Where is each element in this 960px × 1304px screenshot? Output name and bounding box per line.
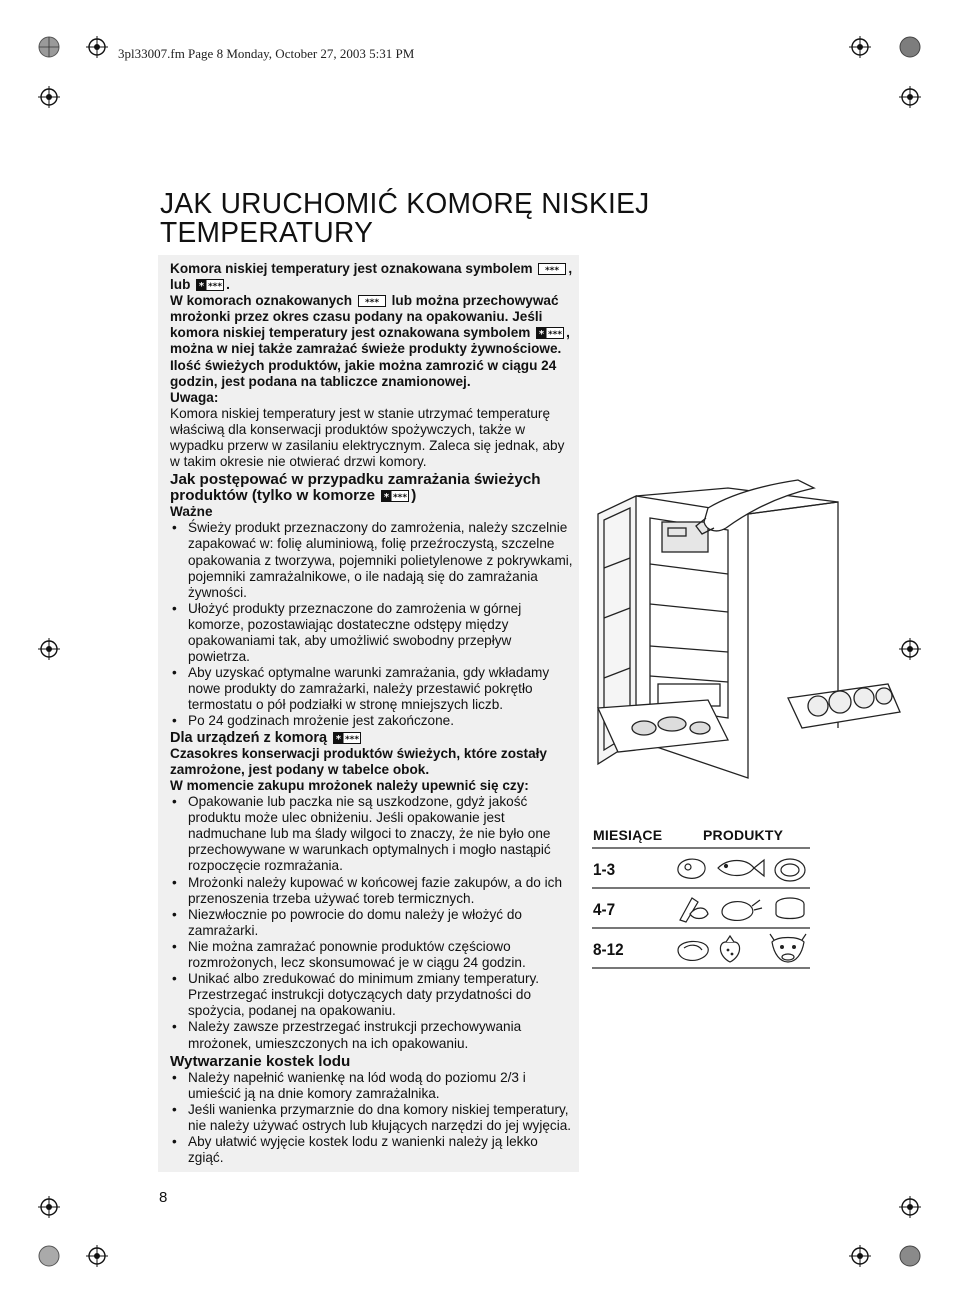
ice-heading: Wytwarzanie kostek lodu [170, 1052, 351, 1070]
months-cell: 1-3 [593, 860, 616, 879]
plate-icon [775, 859, 805, 881]
list-item: • Mrożonki należy kupować w końcowej fazie zakupów, a do ich przenoszenia trzeba używać toreb termicznych. [170, 875, 574, 907]
table-row [592, 929, 810, 969]
important-label: Ważne [170, 504, 213, 520]
four-star-symbol-icon [536, 327, 564, 339]
registration-mark-left-2 [38, 638, 60, 660]
freezing-list [170, 520, 574, 729]
table-row [592, 847, 810, 889]
note-text: Komora niskiej temperatury jest w stanie utrzymać temperaturę właściwą dla konserwacji produktów spożywczych, także w wypadku przerw w zasilaniu elektrycznym. Zaleca się jednak, aby w takim okresie nie otwierać drzwi komory. [170, 405, 565, 470]
list-item: • Niezwłocznie po powrocie do domu należy je włożyć do zamrażarki. [170, 907, 574, 939]
four-star-symbol-icon [333, 732, 361, 744]
cake-icon [776, 898, 804, 919]
title-line-1: JAK URUCHOMIĆ KOMORĘ NISKIEJ [160, 188, 650, 220]
registration-mark-top-right [849, 36, 871, 58]
pork-chop-icon [678, 859, 705, 878]
fish-icon [718, 860, 764, 876]
color-dot-top-left [38, 36, 60, 58]
three-star-symbol-icon [538, 263, 566, 275]
storage-heading: Dla urządzeń z komorą * *** [170, 729, 360, 746]
note-label: Uwaga: [170, 389, 219, 405]
print-header: 3pl33007.fm Page 8 Monday, October 27, 2003 5:31 PM [118, 46, 415, 61]
intro-storage: W komorach oznakowanych *** lub można przechowywać mrożonki przez okres czasu podany na opakowaniu. Jeśli komora niskiej temperatury jest oznakowana symbolem * *** , można w niej także zamrażać świeże produkty żywnościowe. [170, 293, 570, 357]
color-dot-bottom-right [899, 1245, 921, 1267]
list-item: • Świeży produkt przeznaczony do zamrożenia, należy szczelnie zapakować w: folię aluminiową, folię przeźroczystą, szczelne opakowania z tworzywa, pojemniki polietylenowe z pokrywkami, pojemniki zamrażalnikowe, o ile nadają się do zamrażania żywności. [170, 520, 574, 600]
registration-mark-right-3 [899, 1196, 921, 1218]
list-item: • Unikać albo zredukować do minimum zmiany temperatury. Przestrzegać instrukcji dotyczących daty przydatności do spożycia, podanej na opakowaniu. [170, 971, 574, 1019]
registration-mark-left-1 [38, 86, 60, 108]
title-line-2: TEMPERATURY [160, 217, 374, 249]
svg-text:***: *** [545, 266, 560, 275]
intro-symbols: Komora niskiej temperatury jest oznakowana symbolem *** , lub * *** . [170, 261, 573, 293]
months-cell: 8-12 [593, 940, 624, 959]
four-star-symbol-icon [196, 279, 224, 291]
registration-mark-bottom-left [86, 1245, 108, 1267]
table-row [592, 889, 810, 929]
table-header-months: MIESIĄCE [593, 827, 663, 843]
cow-head-icon [770, 934, 806, 962]
ice-list [170, 1070, 574, 1167]
list-item: • Po 24 godzinach mrożenie jest zakończone. [170, 713, 574, 729]
purchase-heading: W momencie zakupu mrożonek należy upewnić się czy: [170, 778, 529, 794]
storage-text: Czasokres konserwacji produktów świeżych, które zostały zamrożone, jest podany w tabelce obok. [170, 745, 547, 777]
list-item: • Jeśli wanienka przymarznie do dna komory niskiej temperatury, nie należy używać ostrych lub kłujących narzędzi do jej wyjęcia. [170, 1102, 574, 1134]
fridge-illustration [588, 478, 904, 782]
svg-text:*: * [336, 733, 342, 744]
list-item: • Należy zawsze przestrzegać instrukcji przechowywania mrożonek, umieszczonych na ich opakowaniu. [170, 1019, 574, 1051]
three-star-symbol-icon [358, 295, 386, 307]
strawberry-icon [720, 936, 739, 962]
svg-text:***: *** [548, 330, 563, 340]
vegetables-icon [680, 898, 708, 922]
list-item: • Aby ułatwić wyjęcie kostek lodu z wanienki należy ją lekko zgiąć. [170, 1134, 574, 1166]
registration-mark-top-left [86, 36, 108, 58]
list-item: • Aby uzyskać optymalne warunki zamrażania, gdy wkładamy nowe produkty do zamrażarki, należy przestawić pokrętło termostatu o pół podziałki w stronę mniejszych liczb. [170, 665, 574, 713]
list-item: • Należy napełnić wanienkę na lód wodą do poziomu 2/3 i umieścić ją na dnie komory zamrażalnika. [170, 1070, 574, 1102]
list-item: • Ułożyć produkty przeznaczone do zamrożenia w górnej komorze, pozostawiając dostateczne odstępy między opakowaniami tak, aby umożliwić swobodny przepływ powietrza. [170, 601, 574, 665]
page-title [160, 190, 650, 248]
main-content [170, 261, 574, 1166]
four-star-symbol-icon [381, 490, 409, 502]
list-item: • Nie można zamrażać ponownie produktów częściowo rozmrożonych, lecz skonsumować je w ciągu 24 godzin. [170, 939, 574, 971]
registration-mark-right-1 [899, 86, 921, 108]
svg-text:***: *** [393, 493, 408, 503]
months-cell: 4-7 [593, 900, 616, 919]
svg-text:*: * [199, 281, 205, 292]
intro-capacity: Ilość świeżych produktów, jakie można zamrozić w ciągu 24 godzin, jest podana na tabliczce znamionowej. [170, 357, 557, 389]
registration-mark-left-3 [38, 1196, 60, 1218]
svg-text:*: * [384, 492, 390, 503]
purchase-list [170, 794, 574, 1052]
registration-mark-bottom-right [849, 1245, 871, 1267]
page-number: 8 [159, 1189, 168, 1206]
color-dot-bottom-left [38, 1245, 60, 1267]
svg-text:***: *** [364, 298, 379, 308]
table-header-products: PRODUKTY [703, 827, 784, 843]
chicken-icon [722, 900, 762, 920]
freezing-heading: Jak postępować w przypadku zamrażania świeżych produktów (tylko w komorze * *** ) [170, 471, 541, 505]
storage-table [592, 847, 810, 969]
list-item: • Opakowanie lub paczka nie są uszkodzone, gdyż jakość produktu może ulec obniżeniu. Jeśli opakowanie jest nadmuchane lub ma ślady wilgoci to znaczy, że nie było one przechowywane w warunkach optymalnych i mogło nastąpić rozpoczęcie rozmrażania. [170, 794, 574, 874]
svg-text:***: *** [208, 282, 223, 292]
color-dot-top-right [899, 36, 921, 58]
svg-text:*: * [539, 329, 545, 340]
beef-icon [678, 941, 708, 960]
svg-text:***: *** [345, 734, 360, 744]
